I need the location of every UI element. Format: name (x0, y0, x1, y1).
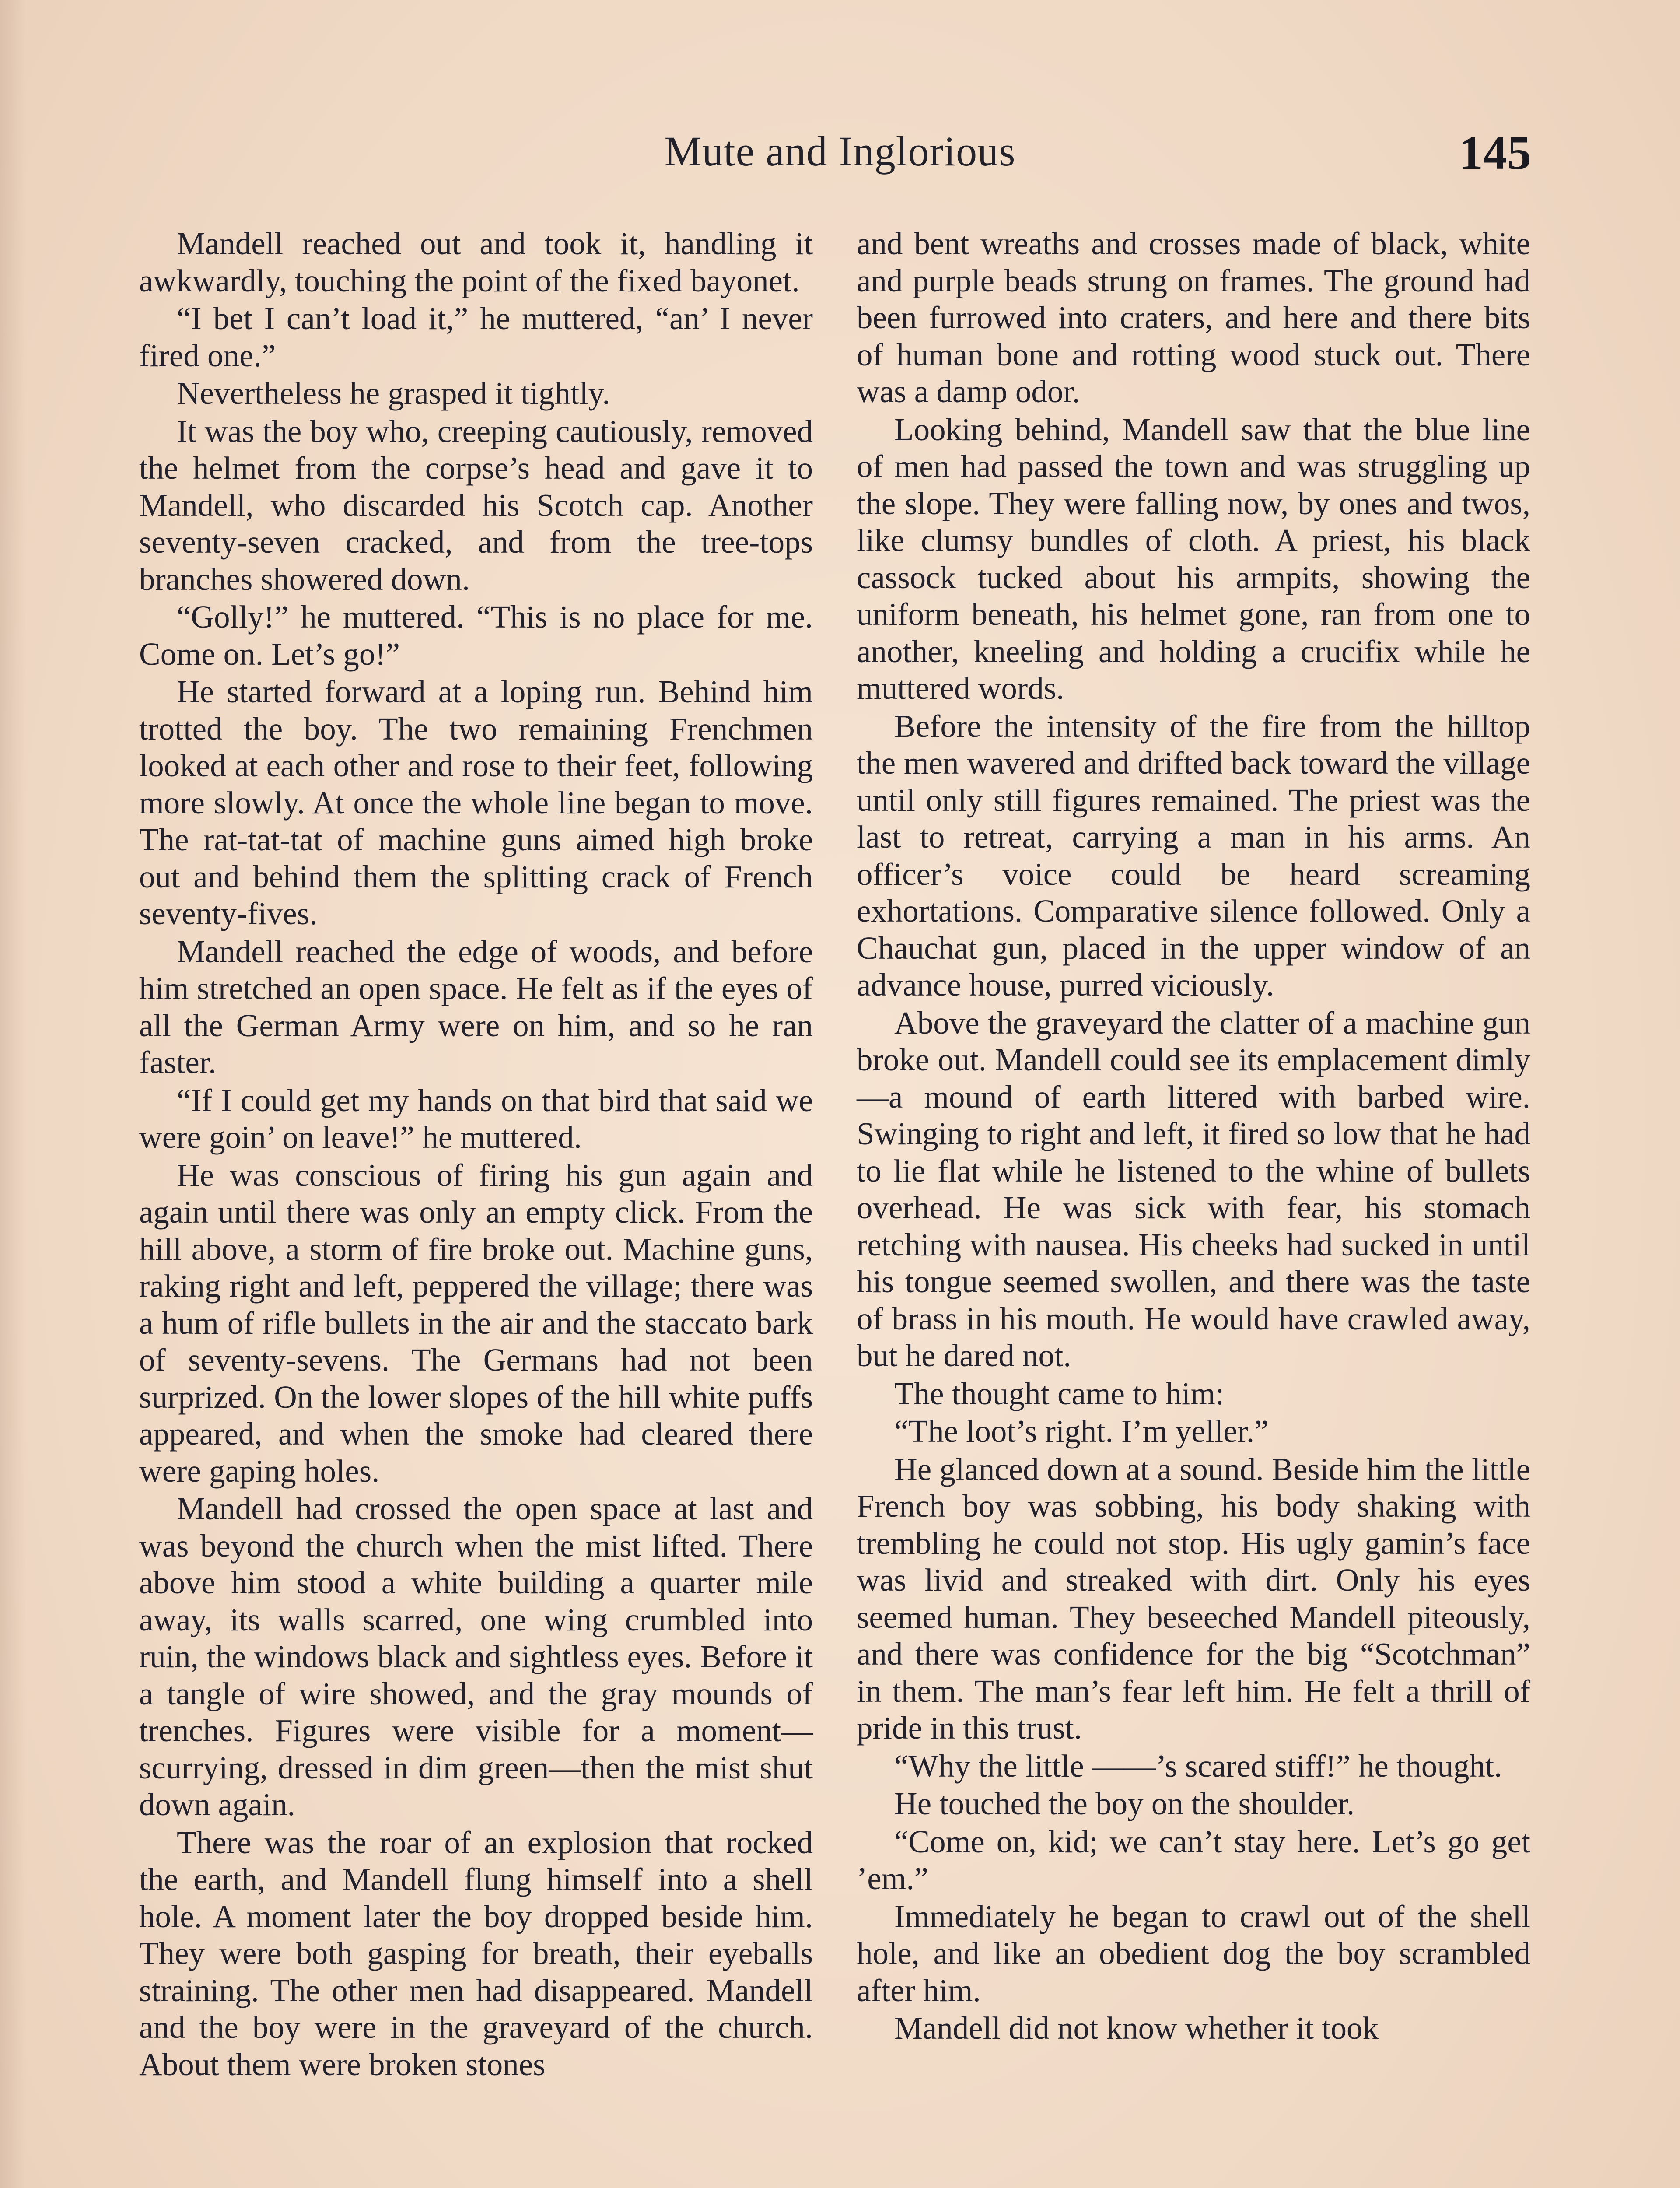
paragraph: “I bet I can’t load it,” he muttered, “an’ I never fired one.” (139, 301, 813, 373)
page-number: 145 (1459, 126, 1531, 179)
paragraph: “The loot’s right. I’m yeller.” (894, 1413, 1269, 1449)
paragraph: Mandell reached out and took it, handling it awkwardly, touching the point of the fixed bayonet. (139, 226, 813, 298)
paragraph: He glanced down at a sound. Beside him the little French boy was sobbing, his body shaking with trembling he could not stop. His ugly gamin’s face was livid and streaked with dirt. Only his eyes seemed human. They beseeched Mandell piteously, and there was confidence for the big “Scotchman” in them. The man’s fear left him. He felt a thrill of pride in this trust. (857, 1451, 1530, 1746)
page-edge-shadow (0, 0, 26, 2188)
paragraph: Looking behind, Mandell saw that the blue line of men had passed the town and was struggling up the slope. They were falling now, by ones and twos, like clumsy bundles of cloth. A priest, his black cassock tucked about his armpits, showing the uniform beneath, his helmet gone, ran from one to another, kneeling and holding a crucifix while he muttered words. (857, 411, 1530, 706)
paragraph: “Why the little ——’s scared stiff!” he thought. (894, 1748, 1502, 1784)
paragraph: “Come on, kid; we can’t stay here. Let’s go get ’em.” (857, 1823, 1530, 1896)
paragraph: Mandell did not know whether it took (894, 2010, 1379, 2046)
paragraph: The thought came to him: (894, 1375, 1225, 1411)
paragraph: Above the graveyard the clatter of a machine gun broke out. Mandell could see its emplacement dimly—a mound of earth littered with barbed wire. Swinging to right and left, it fired so low that he had to lie flat while he listened to the whine of bullets overhead. He was sick with fear, his stomach retching with nausea. His cheeks had sucked in until his tongue seemed swollen, and there was the taste of brass in his mouth. He would have crawled away, but he dared not. (857, 1005, 1530, 1373)
paragraph: He started forward at a loping run. Behind him trotted the boy. The two remaining Frenchmen looked at each other and rose to their feet, following more slowly. At once the whole line began to move. The rat-tat-tat of machine guns aimed high broke out and behind them the splitting crack of French seventy-fives. (139, 674, 813, 931)
paragraph: Immediately he began to crawl out of the shell hole, and like an obedient dog the boy scrambled after him. (857, 1898, 1530, 2008)
paragraph: It was the boy who, creeping cautiously, removed the helmet from the corpse’s head and gave it to Mandell, who discarded his Scotch cap. Another seventy-seven cracked, and from the tree-tops branches showered down. (139, 413, 813, 597)
paragraph: “If I could get my hands on that bird that said we were goin’ on leave!” he muttered. (139, 1082, 813, 1155)
paragraph: Before the intensity of the fire from the hilltop the men wavered and drifted back toward the village until only still figures remained. The priest was the last to retreat, carrying a man in his arms. An officer’s voice could be heard screaming exhortations. Comparative silence followed. Only a Chauchat gun, placed in the upper window of an advance house, purred viciously. (857, 708, 1530, 1003)
paragraph: He touched the boy on the shoulder. (894, 1786, 1355, 1821)
paragraph: “Golly!” he muttered. “This is no place for me. Come on. Let’s go!” (139, 599, 813, 672)
paragraph-continuation: and bent wreaths and crosses made of black, white and purple beads strung on frames. The ground had been furrowed into craters, and here and there bits of human bone and rotting wood stuck out. There was a damp odor. (857, 226, 1530, 409)
left-column (139, 225, 813, 2083)
paragraph: Mandell had crossed the open space at last and was beyond the church when the mist lifted. There above him stood a white building a quarter mile away, its walls scarred, one wing crumbled into ruin, the windows black and sightless eyes. Before it a tangle of wire showed, and the gray mounds of trenches. Figures were visible for a moment—scurrying, dressed in dim green—then the mist shut down again. (139, 1491, 813, 1822)
running-title: Mute and Inglorious (664, 128, 1016, 175)
paragraph: He was conscious of firing his gun again and again until there was only an empty click. From the hill above, a storm of fire broke out. Machine guns, raking right and left, peppered the village; there was a hum of rifle bullets in the air and the staccato bark of seventy-sevens. The Germans had not been surprized. On the lower slopes of the hill white puffs appeared, and when the smoke had cleared there were gaping holes. (139, 1157, 813, 1489)
right-column (857, 225, 1530, 2047)
paragraph: Mandell reached the edge of woods, and before him stretched an open space. He felt as if the eyes of all the German Army were on him, and so he ran faster. (139, 933, 813, 1080)
paragraph: Nevertheless he grasped it tightly. (177, 375, 610, 411)
paragraph: There was the roar of an explosion that rocked the earth, and Mandell flung himself into a shell hole. A moment later the boy dropped beside him. They were both gasping for breath, their eyeballs straining. The other men had disappeared. Mandell and the boy were in the graveyard of the church. About them were broken stones (139, 1824, 813, 2082)
